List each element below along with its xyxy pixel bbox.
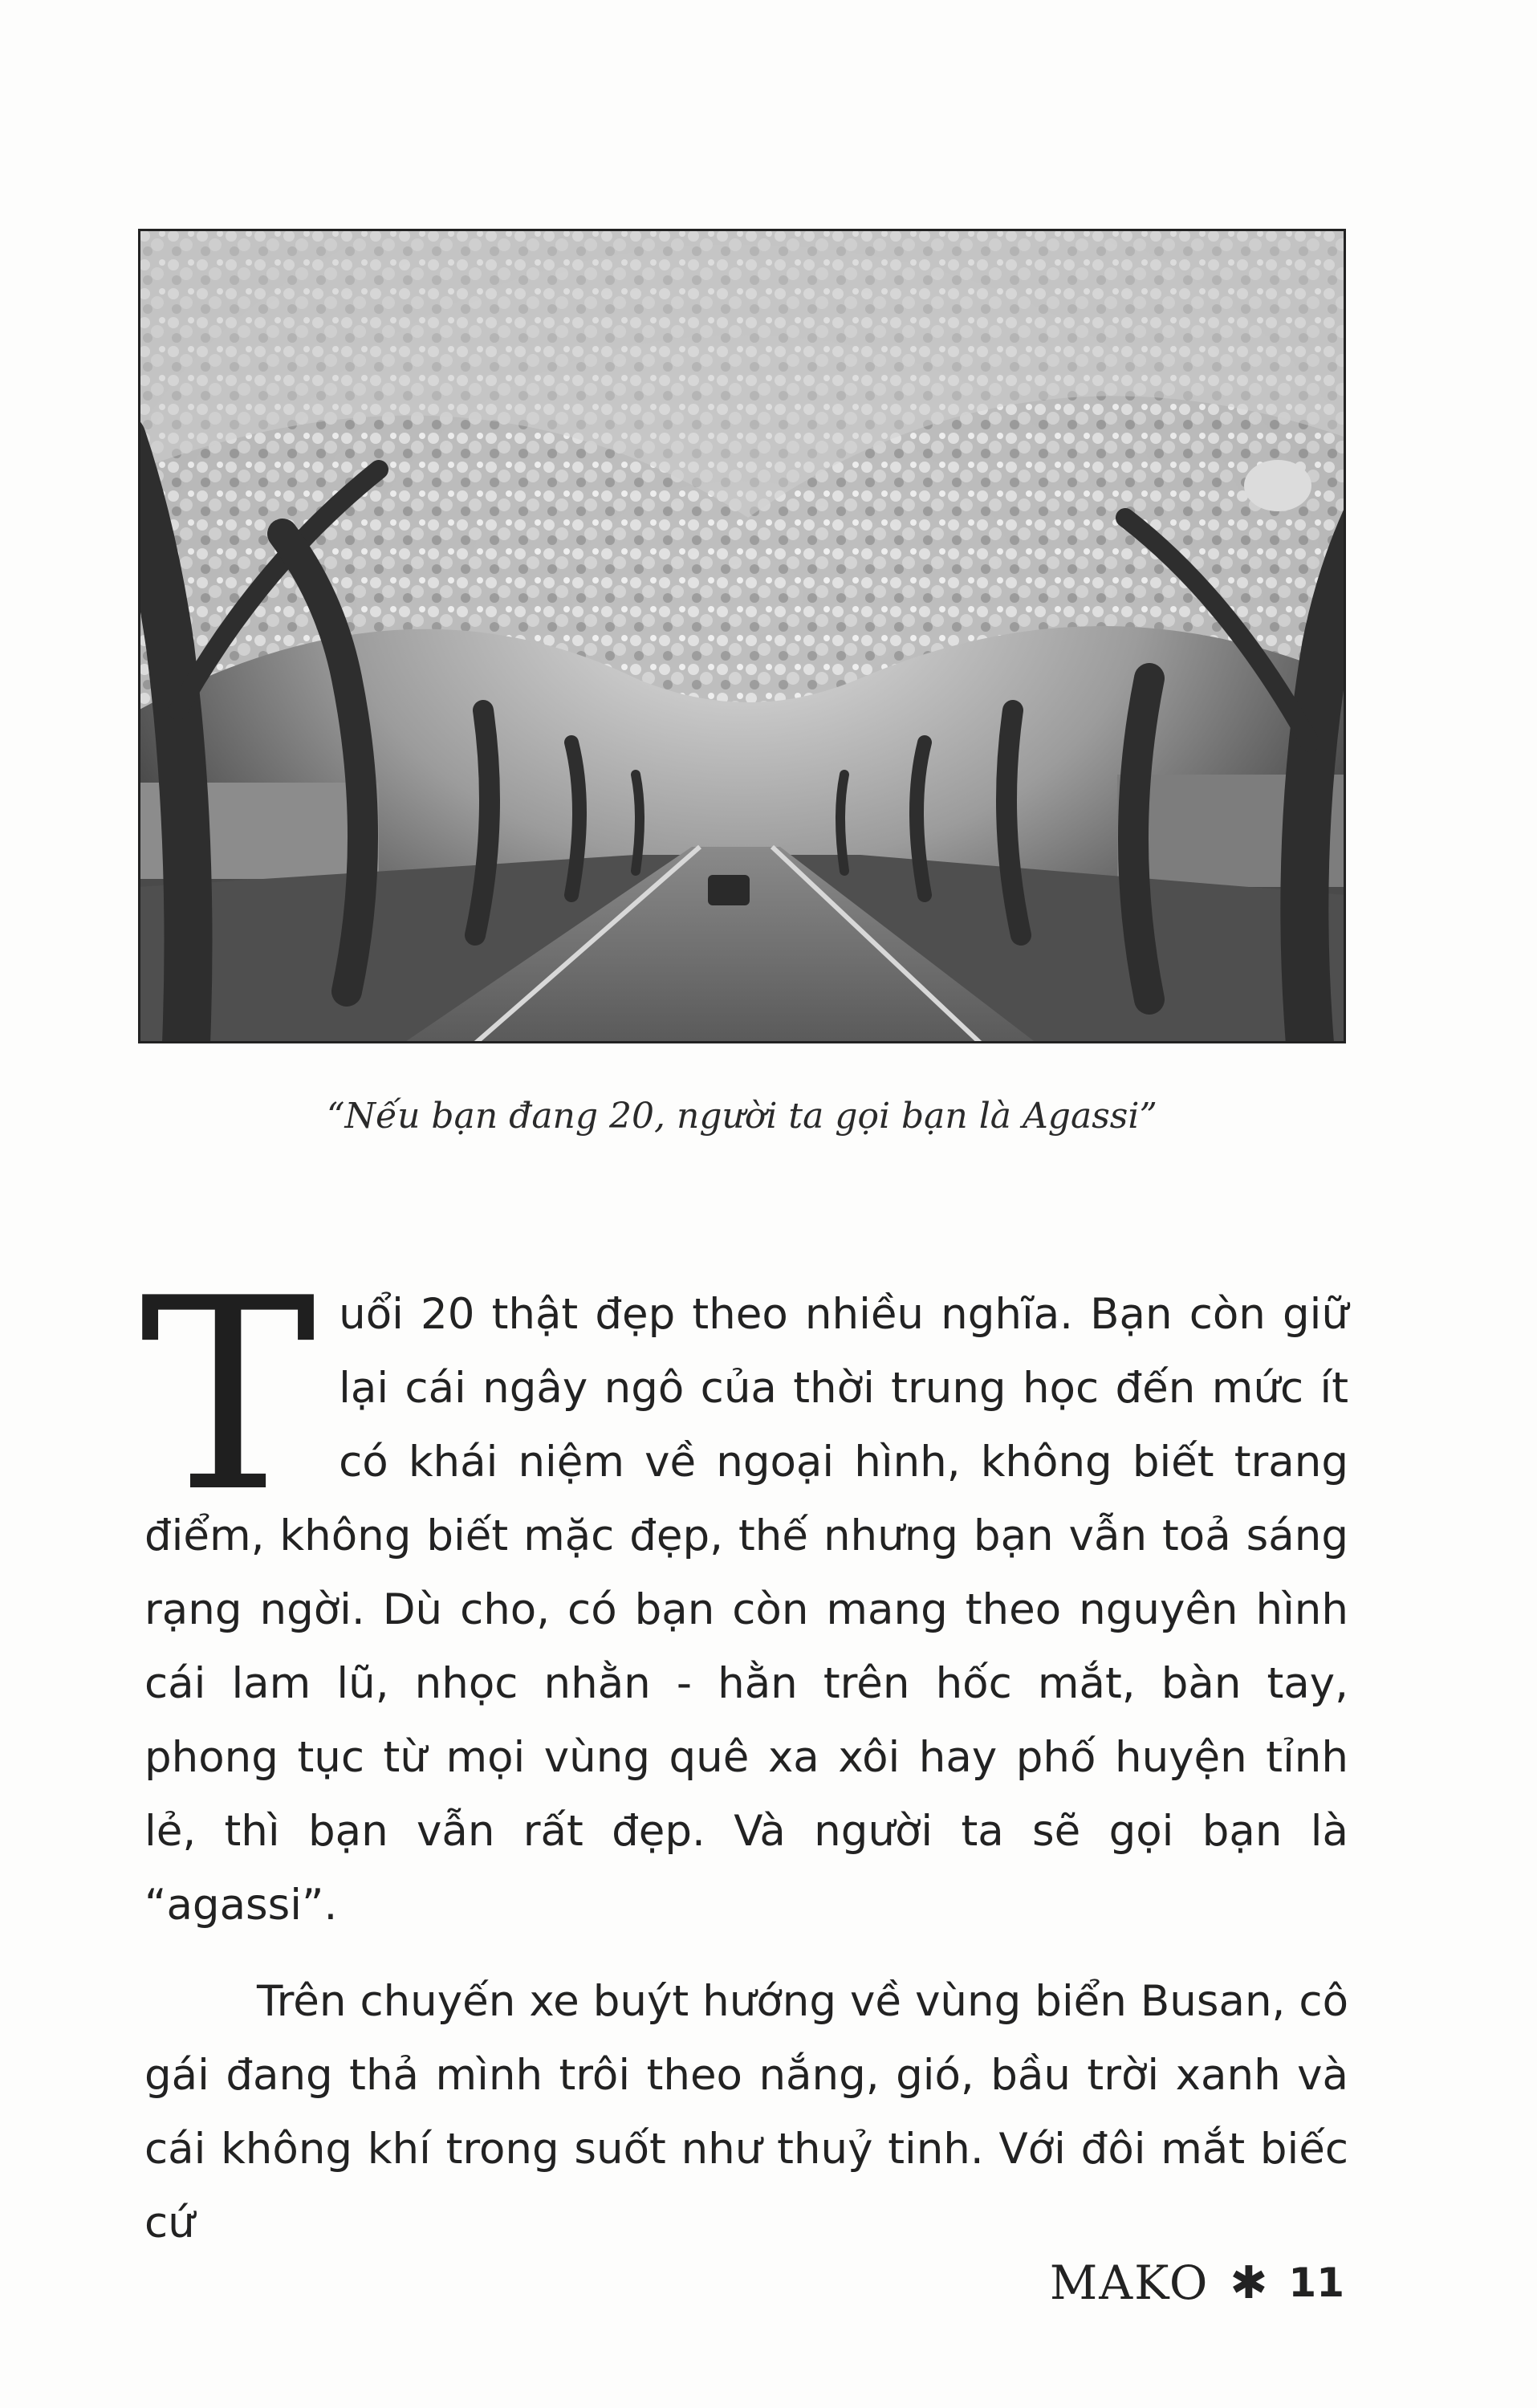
page-number: 11 (1288, 2260, 1344, 2306)
photo-caption: “Nếu bạn đang 20, người ta gọi bạn là Agassi” (327, 1096, 1157, 1137)
cherry-blossom-photo (138, 229, 1346, 1043)
paragraph-2: Trên chuyến xe buýt hướng về vùng biển Busan, cô gái đang thả mình trôi theo nắng, gió, bầu trời xanh và cái không khí trong suốt như thuỷ tinh. Với đôi mắt biếc cứ (144, 1977, 1348, 2247)
asterisk-icon: ✱ (1230, 2256, 1268, 2309)
drop-cap: T (140, 1242, 317, 1550)
cherry-blossom-tree-lined-road-photo-icon (138, 229, 1346, 1043)
paragraph-1 (140, 1242, 1348, 1942)
publisher-logo: MAKO (1049, 2255, 1210, 2310)
paragraph-1-text: uổi 20 thật đẹp theo nhiều nghĩa. Bạn còn giữ lại cái ngây ngô của thời trung học đến mức ít có khái niệm về ngoại hình, không biết trang điểm, không biết mặc đẹp, thế nhưng bạn vẫn toả sáng rạng ngời. Dù cho, có bạn còn mang theo nguyên hình cái lam lũ, nhọc nhằn - hằn trên hốc mắt, bàn tay, phong tục từ mọi vùng quê xa xôi hay phố huyện tỉnh lẻ, thì bạn vẫn rất đẹp. Và người ta sẽ gọi bạn là “agassi”. (144, 1290, 1348, 1930)
page-footer (1050, 2255, 1344, 2310)
article-body (140, 1242, 1348, 2260)
